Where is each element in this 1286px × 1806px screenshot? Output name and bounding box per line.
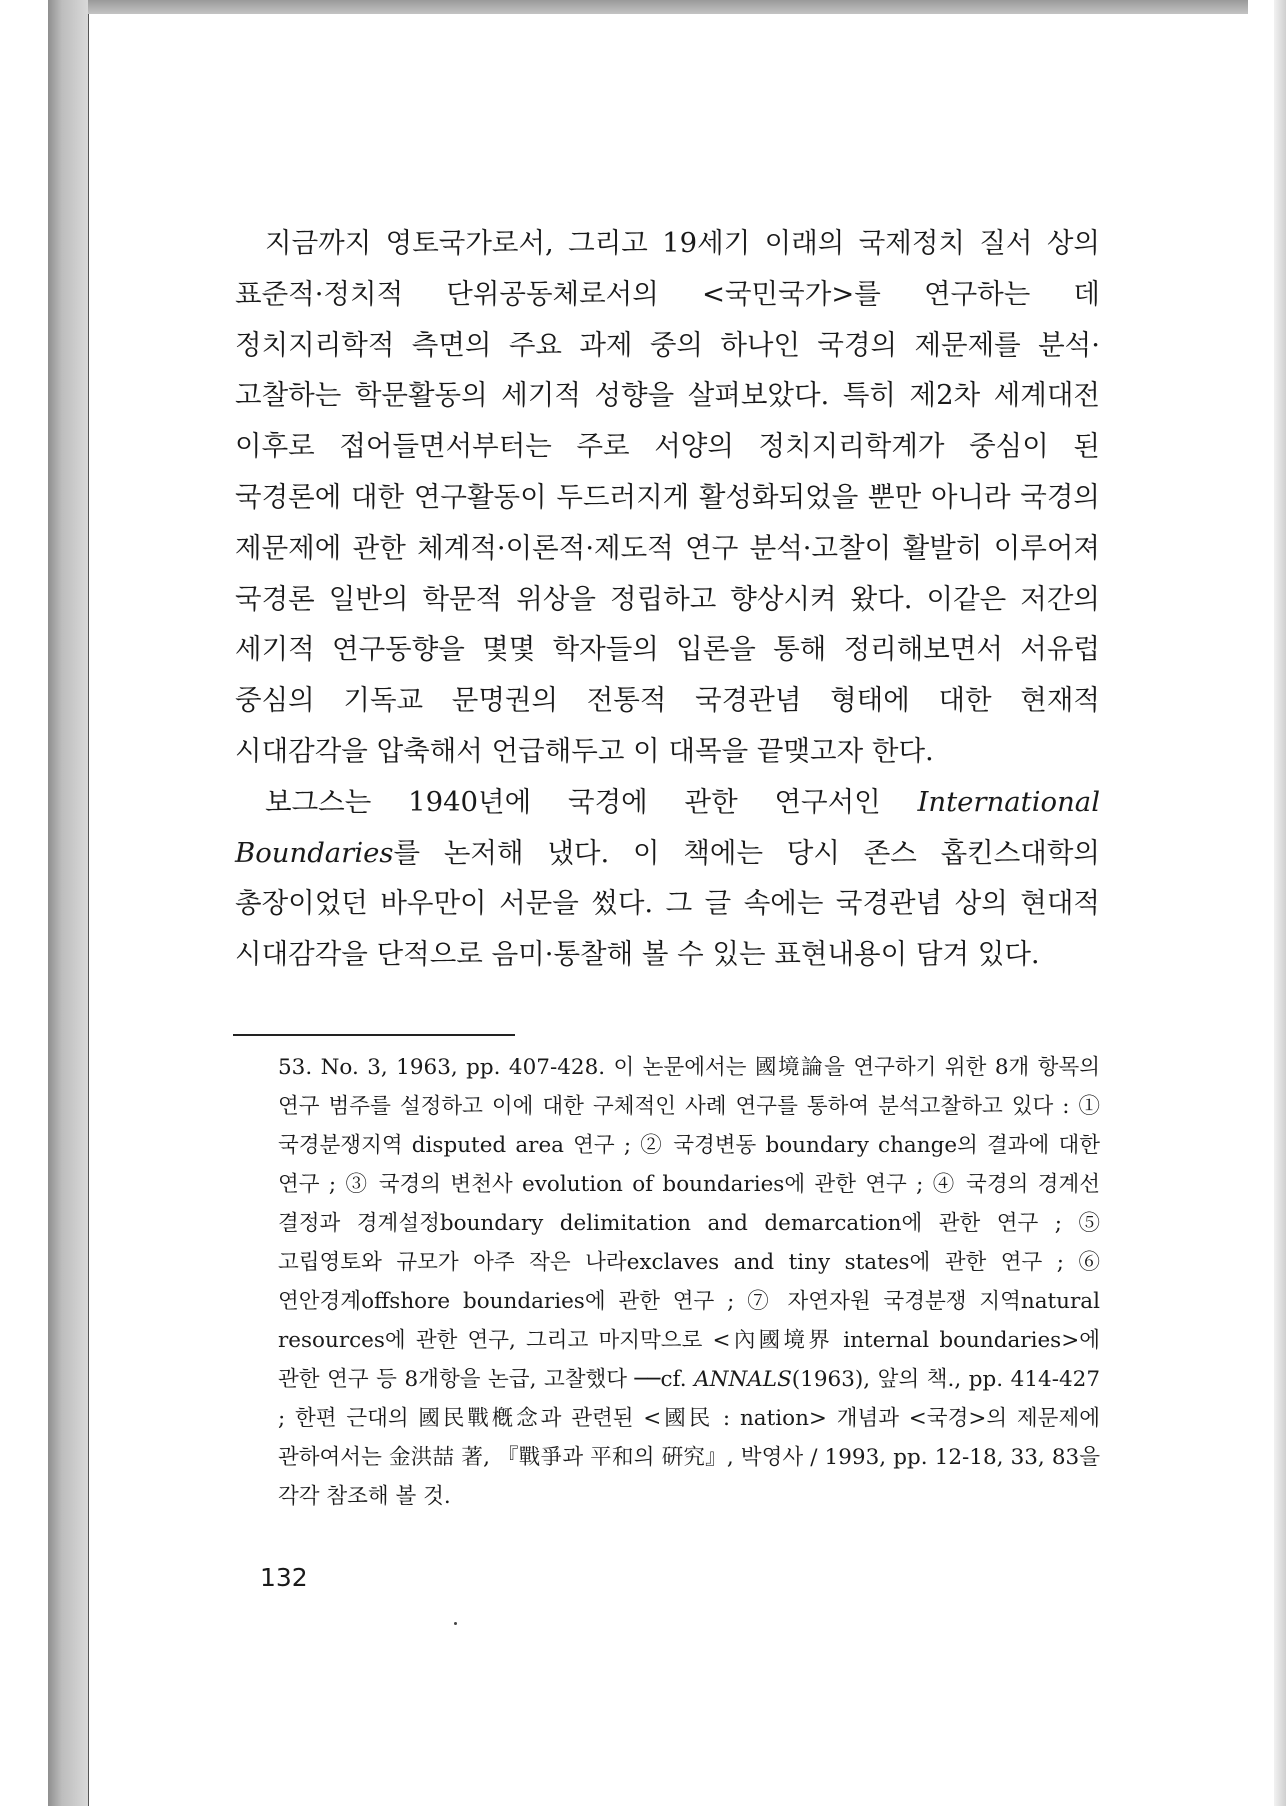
book-edge-right (1274, 0, 1286, 1806)
book-title: International Boundaries (235, 785, 1100, 869)
journal-title: ANNALS (694, 1367, 792, 1392)
body-paragraph-1: 지금까지 영토국가로서, 그리고 19세기 이래의 국제정치 질서 상의 표준적·정치적 단위공동체로서의 <국민국가>를 연구하는 데 정치지리학적 측면의 주요 과제 중의 하나인 국경의 제문제를 분석·고찰하는 학문활동의 세기적 성향을 살펴보았다. 특히 제2차 세계대전 이후로 접어들면서부터는 주로 서양의 정치지리학계가 중심이 된 국경론에 대한 연구활동이 두드러지게 활성화되었을 뿐만 아니라 국경의 제문제에 관한 체계적·이론적·제도적 연구 분석·고찰이 활발히 이루어져 국경론 일반의 학문적 위상을 정립하고 향상시켜 왔다. 이같은 저간의 세기적 연구동향을 몇몇 학자들의 입론을 통해 정리해보면서 서유럽 중심의 기독교 문명권의 전통적 국경관념 형태에 대한 현재적 시대감각을 압축해서 언급해두고 이 대목을 끝맺고자 한다. (235, 227, 1100, 767)
footnote-divider (233, 1034, 515, 1036)
page-number: 132 (260, 1563, 308, 1592)
footnote-text: 53. No. 3, 1963, pp. 407-428. 이 논문에서는 國境論을 연구하기 위한 8개 항목의 연구 범주를 설정하고 이에 대한 구체적인 사례 연구를 통하여 분석고찰하고 있다 : ① 국경분쟁지역 disputed area 연구 ; ② 국경변동 boundary change의 결과에 대한 연구 ; ③ 국경의 변천사 evolution of boundaries에 관한 연구 ; ④ 국경의 경계선 결정과 경계설정boundary delimitation and demarcation에 관한 연구 ; ⑤ 고립영토와 규모가 아주 작은 나라exclaves and tiny states에 관한 연구 ; ⑥ 연안경계offshore boundaries에 관한 연구 ; ⑦ 자연자원 국경분쟁 지역natural resources에 관한 연구, 그리고 마지막으로 <內國境界 internal boundaries>에 관한 연구 등 8개항을 논급, 고찰했다 ──cf. ANNALS(1963), 앞의 책., pp. 414-427 ; 한편 근대의 國民戰槪念과 관련된 <國民 : nation> 개념과 <국경>의 제문제에 관하여서는 金洪喆 著, 『戰爭과 平和의 硏究』, 박영사 / 1993, pp. 12-18, 33, 83을 각각 참조해 볼 것. (278, 1055, 1101, 1509)
stray-dot (454, 1622, 457, 1625)
book-edge-left (48, 0, 88, 1806)
main-body-text (235, 218, 1100, 980)
body-paragraph-2: 보그스는 1940년에 국경에 관한 연구서인 International Boundaries를 논저해 냈다. 이 책에는 당시 존스 홉킨스대학의 총장이었던 바우만이 서문을 썼다. 그 글 속에는 국경관념 상의 현대적 시대감각을 단적으로 음미·통찰해 볼 수 있는 표현내용이 담겨 있다. (235, 785, 1100, 971)
footnote (278, 1048, 1100, 1516)
